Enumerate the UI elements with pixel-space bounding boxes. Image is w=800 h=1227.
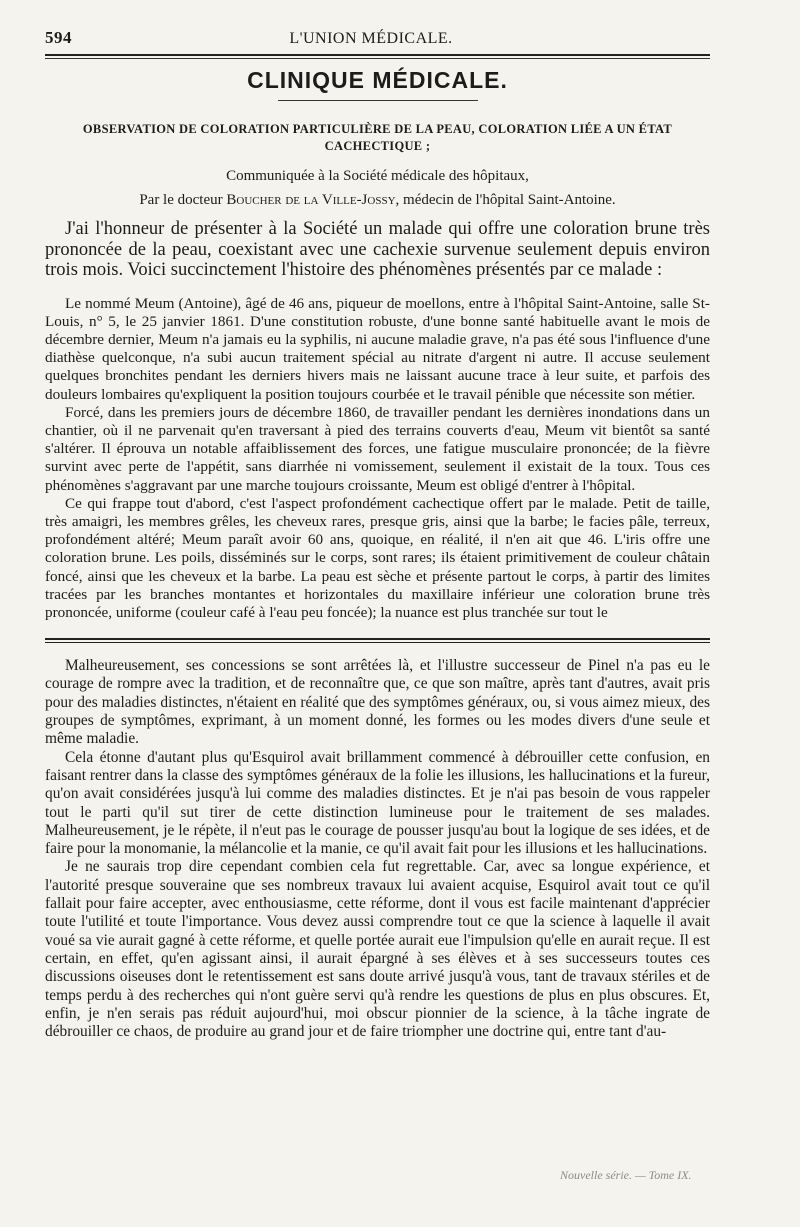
- header-rule: [45, 54, 710, 56]
- feuilleton-divider: [45, 638, 710, 643]
- body-paragraph-2: Forcé, dans les premiers jours de décembre 1860, de travailler pendant les dernières inondations dans un chantier, où il ne parvenait qu'en traversant à pied des terrains couverts d'eau, Meum vit bientôt sa santé s'altérer. Il éprouva un notable affaiblissement des forces, une fatigue musculaire prononcée; de la fièvre survint avec perte de l'appétit, sans diarrhée ni vomissement, seulement il existait de la toux. Tous ces phénomènes s'aggravant par une marche toujours croissante, Meum est obligé d'entrer à l'hôpital.: [45, 403, 710, 494]
- lead-paragraph: J'ai l'honneur de présenter à la Société un malade qui offre une coloration brune très prononcée de la peau, coexistant avec une cachexie survenue seulement depuis environ trois mois. Voici succinctement l'histoire des phénomènes présentés par ce malade :: [45, 219, 710, 280]
- page-content: [45, 28, 710, 1041]
- author-name: Boucher de la Ville-Jossy: [226, 192, 396, 208]
- communication-line: Communiquée à la Société médicale des hôpitaux,: [226, 168, 529, 184]
- header-rule-thin: [45, 58, 710, 59]
- section-divider: [278, 100, 478, 101]
- author-suffix: , médecin de l'hôpital Saint-Antoine.: [395, 192, 616, 208]
- observation-title: OBSERVATION DE COLORATION PARTICULIÈRE DE LA PEAU, COLORATION LIÉE A UN ÉTAT CACHECTIQUE ;: [82, 122, 673, 153]
- section-title: CLINIQUE MÉDICALE.: [247, 67, 508, 93]
- feuilleton-paragraph-1: Malheureusement, ses concessions se sont arrêtées là, et l'illustre successeur de Pinel n'a pas eu le courage de rompre avec la tradition, et de reconnaître que, ce que son maître, après tant d'autres, avait pris pour des maladies distinctes, n'étaient en réalité que des symptômes généraux, ou, si vous aimez mieux, des groupes de symptômes, exprimant, à un moment donné, les formes ou les modes divers d'une seule et même maladie.: [45, 657, 710, 748]
- feuilleton-paragraph-2: Cela étonne d'autant plus qu'Esquirol avait brillamment commencé à débrouiller cette confusion, en faisant rentrer dans la classe des symptômes généraux de la folie les illusions, les hallucinations et la fureur, qu'on avait considérées jusqu'à lui comme des maladies distinctes. Et je n'ai pas besoin de vous rappeler tout le parti qu'il sut tirer de cette distinction lumineuse pour le traitement de ses malades. Malheureusement, je le répète, il n'eut pas le courage de pousser jusqu'au bout la logique de ses idées, et de faire pour la monomanie, la mélancolie et la manie, ce qu'il avait fait pour les illusions et les hallucinations.: [45, 748, 710, 858]
- feuilleton-paragraph-3: Je ne saurais trop dire cependant combien cela fut regrettable. Car, avec sa longue expérience, et l'autorité presque souveraine que ses nombreux travaux lui avaient acquise, Esquirol avait tout ce qu'il fallait pour faire accepter, avec enthousiasme, cette réforme, dont il vous est facile maintenant d'apprécier toute l'utilité et toute l'importance. Vous devez aussi comprendre tout ce que la science à laquelle il avait voué sa vie aurait gagné à cette réforme, et quelle portée aurait eue l'impulsion qu'elle en aurait reçue. Il est certain, en effet, qu'en agissant ainsi, il aurait épargné à ses élèves et à ses successeurs toutes ces discussions oiseuses dont le retentissement est sans doute arrivé jusqu'à vous, tant de travaux stériles et de temps perdu à des recherches qui n'ont guère servi qu'à rendre les questions de plus en plus obscures. Et, enfin, je n'en serais pas réduit aujourd'hui, moi obscur pionnier de la science, à la tâche ingrate de débrouiller ce chaos, de produire au grand jour et de faire triompher une doctrine qui, entre tant d'au-: [45, 858, 710, 1041]
- footer-note: Nouvelle série. — Tome IX.: [560, 1168, 692, 1182]
- body-paragraph-1: Le nommé Meum (Antoine), âgé de 46 ans, piqueur de moellons, entre à l'hôpital Saint-Antoine, salle St-Louis, n° 5, le 25 janvier 1861. D'une constitution robuste, d'une bonne santé habituelle avant le mois de décembre dernier, Meum n'a jamais eu la syphilis, ni aucune maladie grave, n'a pas été sous l'influence d'une diathèse quelconque, n'a subi aucun traitement spécial au nitrate d'argent ni autre. Il accuse seulement quelques bronchites pendant les derniers hivers mais ne laissant aucune trace à leur suite, et parfois des douleurs lombaires qu'expliquent la position toujours courbée et le travail pénible que nécessite son métier.: [45, 294, 710, 403]
- author-prefix: Par le docteur: [139, 192, 223, 208]
- author-line: [45, 191, 710, 209]
- journal-title: L'UNION MÉDICALE.: [289, 30, 453, 47]
- page-number: 594: [45, 28, 72, 47]
- running-header: [45, 28, 710, 52]
- body-paragraph-3: Ce qui frappe tout d'abord, c'est l'aspect profondément cachectique offert par le malade. Petit de taille, très amaigri, les membres grêles, les cheveux rares, presque gris, ainsi que la barbe; le facies pâle, terreux, profondément altéré; Meum paraît avoir 60 ans, quoique, en réalité, il n'en ait que 46. L'iris offre une coloration brune. Les poils, disséminés sur le corps, sont rares; ils étaient primitivement de couleur châtain foncé, ainsi que les cheveux et la barbe. La peau est sèche et présente partout le corps, à partir des limites tracées par les branches montantes et horizontales du maxillaire inférieur une coloration brune très prononcée, uniforme (couleur café à l'eau peu foncée); la nuance est plus tranchée sur tout le: [45, 494, 710, 621]
